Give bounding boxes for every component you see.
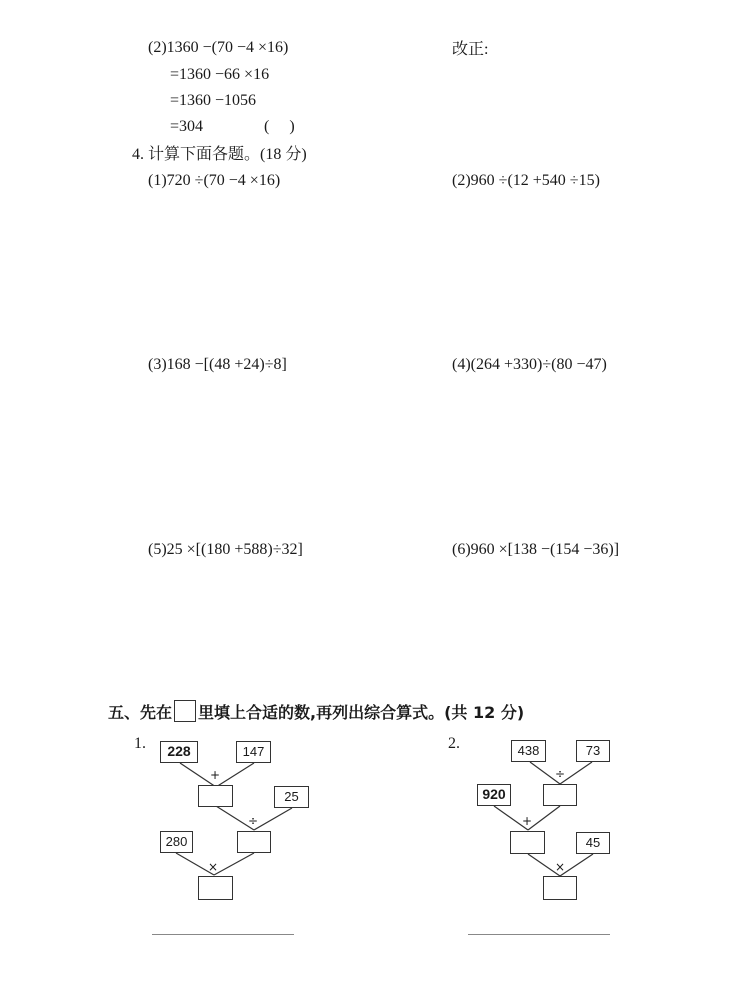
diagram-2-number-a: 438 <box>511 740 546 762</box>
problem-5: (5)25 ×[(180 +588)÷32] <box>148 541 303 558</box>
problem-1: (1)720 ÷(70 −4 ×16) <box>148 172 281 189</box>
diagram-2-answer-box-2[interactable] <box>510 831 545 854</box>
diagram-1-number-a: 228 <box>160 741 198 763</box>
diagram-2-answer-line[interactable] <box>468 934 610 935</box>
section-5-title-part-a: 五、先在 <box>108 703 173 722</box>
diagram-1-label: 1. <box>134 735 146 752</box>
diagram-2-operator-2: + <box>522 814 533 828</box>
diagram-1-operator-1: + <box>210 768 221 782</box>
diagram-2-operator-1: ÷ <box>555 767 566 781</box>
problem-3: (3)168 −[(48 +24)÷8] <box>148 356 287 373</box>
diagram-2-label: 2. <box>448 735 460 752</box>
diagram-1-answer-line[interactable] <box>152 934 294 935</box>
diagram-1-operator-3: × <box>208 860 219 874</box>
correction-step-3: =304 <box>170 118 204 135</box>
correction-expression: (2)1360 −(70 −4 ×16) <box>148 39 289 56</box>
diagram-1-answer-box-3[interactable] <box>198 876 233 900</box>
diagram-1-answer-box-1[interactable] <box>198 785 233 807</box>
diagram-2-number-d: 45 <box>576 832 610 854</box>
judgement-blank[interactable]: ( ) <box>264 118 295 135</box>
diagram-1-operator-2: ÷ <box>248 814 259 828</box>
problem-2: (2)960 ÷(12 +540 ÷15) <box>452 172 600 189</box>
correction-step-1: =1360 −66 ×16 <box>170 66 270 83</box>
diagram-2-operator-3: × <box>555 860 566 874</box>
correction-step-2: =1360 −1056 <box>170 92 257 109</box>
diagram-1-number-d: 280 <box>160 831 193 853</box>
diagram-2-number-b: 73 <box>576 740 610 762</box>
problem-4: (4)(264 +330)÷(80 −47) <box>452 356 607 373</box>
diagram-1-answer-box-2[interactable] <box>237 831 271 853</box>
question-4-title: 4. 计算下面各题。(18 分) <box>132 146 307 163</box>
diagram-1-number-b: 147 <box>236 741 271 763</box>
diagram-1-number-c: 25 <box>274 786 309 808</box>
section-5-title-part-b: 里填上合适的数,再列出综合算式。(共 12 分) <box>198 703 525 722</box>
correction-label: 改正: <box>452 41 489 58</box>
diagram-2-answer-box-1[interactable] <box>543 784 577 806</box>
diagram-2-answer-box-3[interactable] <box>543 876 577 900</box>
diagram-2-number-c: 920 <box>477 784 511 806</box>
problem-6: (6)960 ×[138 −(154 −36)] <box>452 541 620 558</box>
